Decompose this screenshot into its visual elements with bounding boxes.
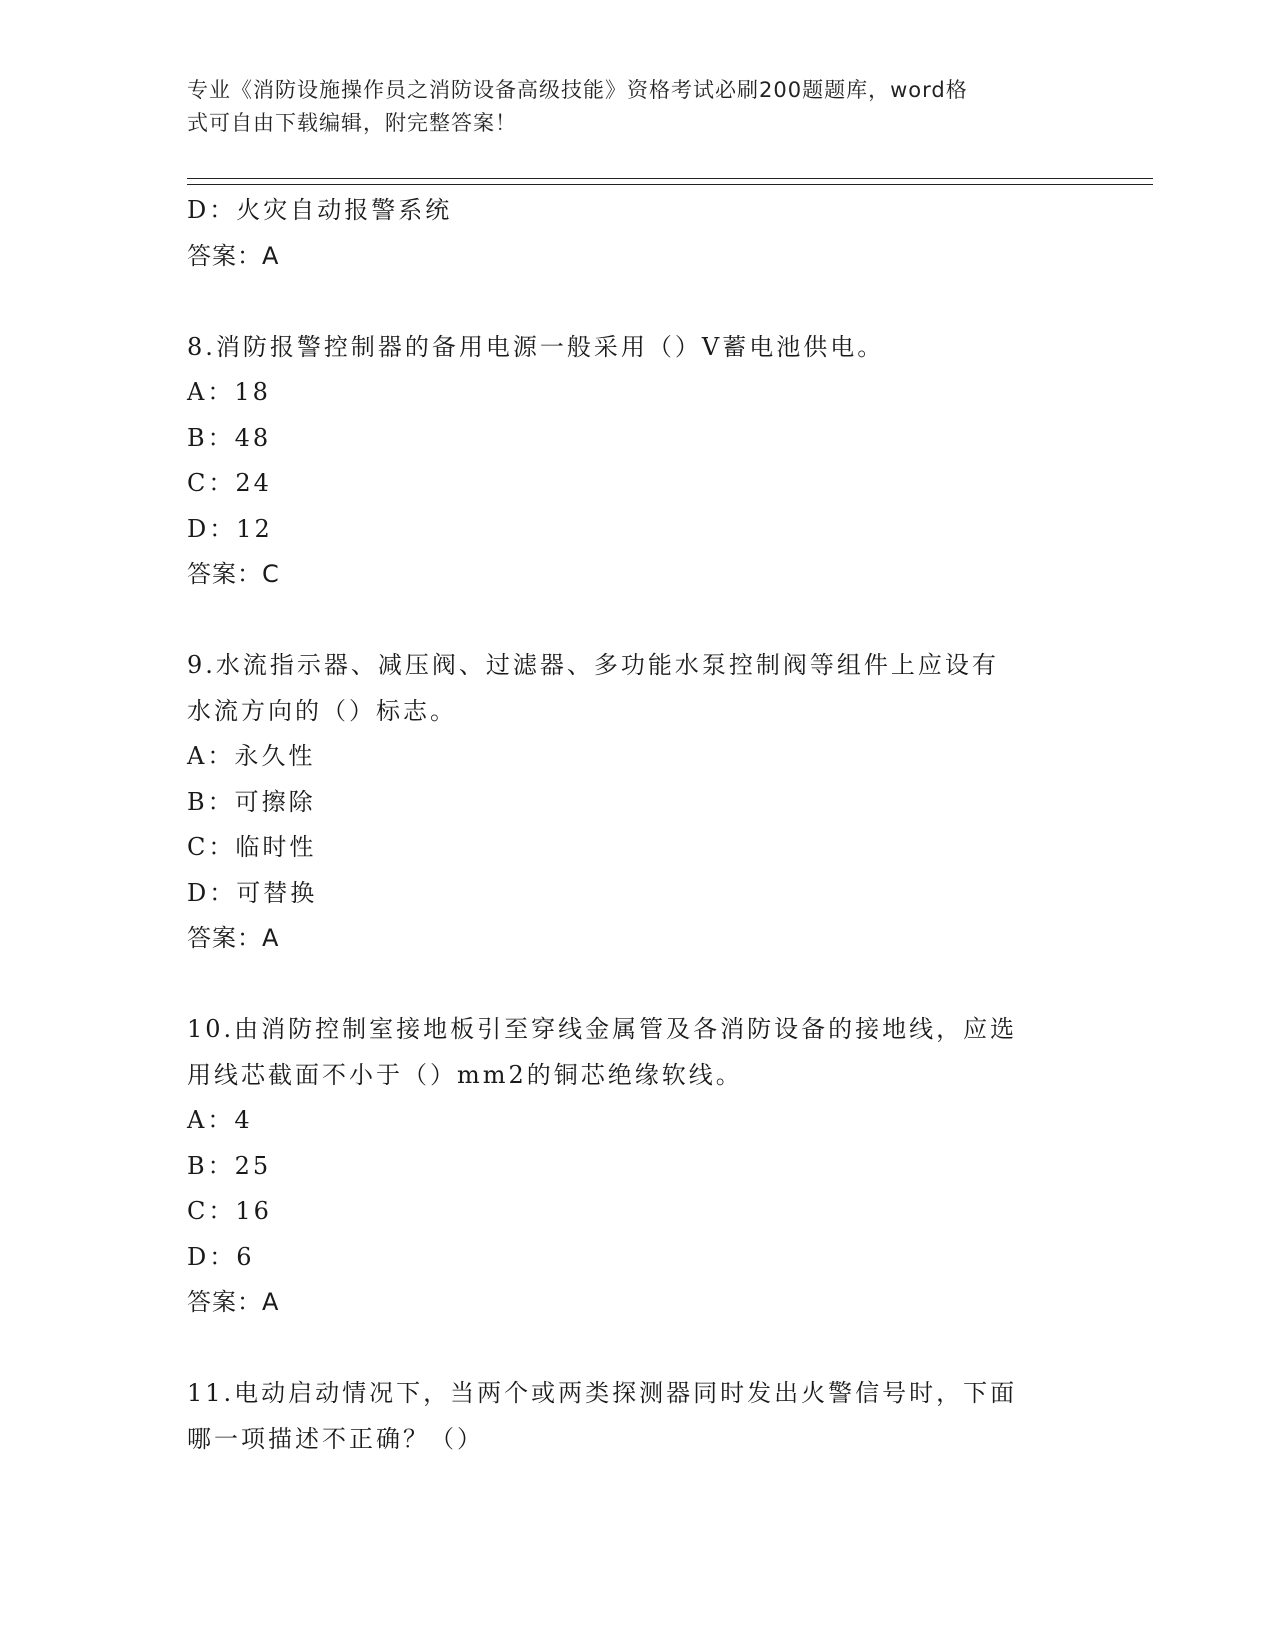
question-text: 8.消防报警控制器的备用电源一般采用（）V蓄电池供电。	[187, 332, 885, 361]
question-9	[187, 643, 1087, 962]
option-d: D：可替换	[187, 878, 318, 907]
header-line-1: 专业《消防设施操作员之消防设备高级技能》资格考试必刷200题题库，word格	[187, 78, 968, 102]
answer-line: 答案：A	[187, 924, 280, 952]
header-divider-bottom	[187, 184, 1153, 185]
option-c: C：16	[187, 1197, 272, 1225]
header-line-2: 式可自由下载编辑，附完整答案！	[187, 111, 517, 135]
spacer	[187, 1326, 1087, 1372]
answer-line: 答案：A	[187, 1288, 280, 1316]
question-text-line-2: 水流方向的（）标志。	[187, 696, 457, 725]
answer-line: 答案：A	[187, 241, 280, 270]
question-10	[187, 1007, 1087, 1326]
question-text-line-2: 用线芯截面不小于（）mm2的铜芯绝缘软线。	[187, 1060, 743, 1089]
document-body	[187, 188, 1087, 1462]
option-b: B：25	[187, 1151, 272, 1180]
option-b: B：可擦除	[187, 787, 316, 816]
option-d: D：火灾自动报警系统	[187, 196, 453, 224]
previous-question-tail	[187, 188, 1087, 279]
question-text-line-2: 哪一项描述不正确？（）	[187, 1424, 484, 1453]
option-a: A：18	[187, 378, 271, 406]
option-a: A：永久性	[187, 742, 316, 770]
document-header	[187, 74, 1067, 140]
question-11	[187, 1371, 1087, 1462]
option-b: B：48	[187, 423, 272, 452]
option-c: C：24	[187, 469, 272, 497]
option-d: D：12	[187, 514, 273, 543]
question-8	[187, 325, 1087, 598]
spacer	[187, 598, 1087, 644]
spacer	[187, 279, 1087, 325]
spacer	[187, 962, 1087, 1008]
option-a: A：4	[187, 1106, 253, 1134]
question-text-line-1: 9.水流指示器、减压阀、过滤器、多功能水泵控制阀等组件上应设有	[187, 651, 999, 679]
option-c: C：临时性	[187, 833, 317, 861]
option-d: D：6	[187, 1242, 255, 1271]
question-text-line-1: 11.电动启动情况下，当两个或两类探测器同时发出火警信号时，下面	[187, 1379, 1018, 1407]
answer-line: 答案：C	[187, 560, 280, 588]
header-divider-top	[187, 178, 1153, 179]
question-text-line-1: 10.由消防控制室接地板引至穿线金属管及各消防设备的接地线，应选	[187, 1015, 1018, 1043]
